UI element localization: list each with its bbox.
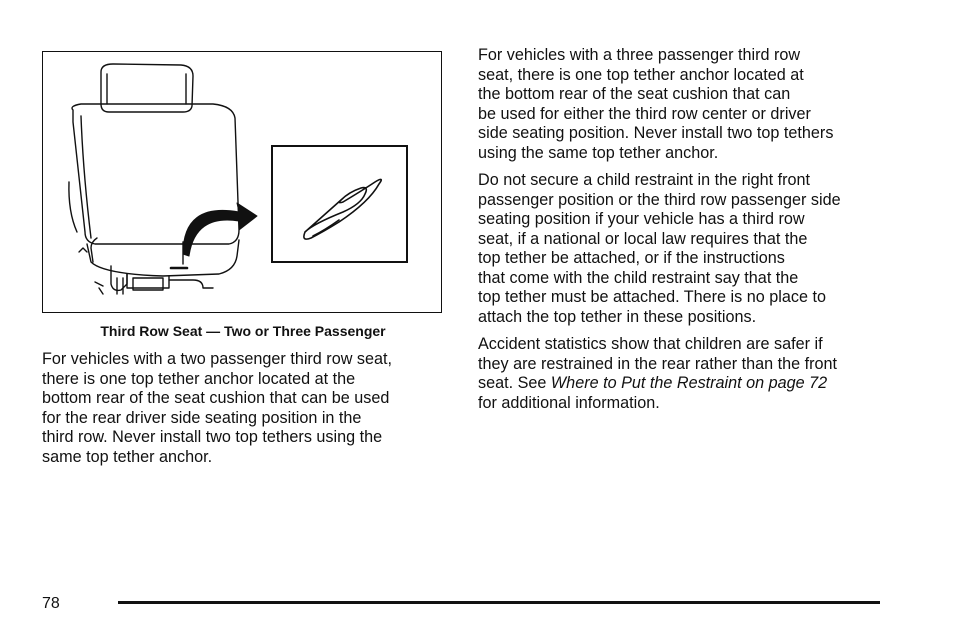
seat-illustration	[43, 52, 443, 314]
para3-text-before: Accident statistics show that children are safer if they are restrained in the rear rather than the front seat. See	[478, 335, 838, 392]
figure-caption: Third Row Seat — Two or Three Passenger	[100, 323, 386, 339]
footer-rule	[118, 601, 880, 604]
seat-figure	[42, 51, 442, 313]
cross-reference-link[interactable]: Where to Put the Restraint on page 72	[550, 374, 828, 392]
page-number: 78	[42, 595, 60, 612]
arrow-icon	[183, 203, 257, 256]
right-paragraph-2: Do not secure a child restraint in the right front passenger position or the third row passenger side seating position if your vehicle has a third row seat, if a national or local law requires that the top tether be attached, or if the instructions that come with the child restraint say that the top tether must be attached. There is no place to attach the top tether in these positions.	[478, 171, 841, 326]
right-paragraph-3	[478, 335, 898, 413]
para3-text-after: for additional information.	[478, 393, 660, 412]
left-paragraph-1: For vehicles with a two passenger third row seat, there is one top tether anchor located at the bottom rear of the seat cushion that can be used for the rear driver side seating position in the third row. Never install two top tethers using the same top tether anchor.	[42, 350, 392, 466]
right-paragraph-1: For vehicles with a three passenger third row seat, there is one top tether anchor located at the bottom rear of the seat cushion that can be used for either the third row center or driver side seating position. Never install two top tethers using the same top tether anchor.	[478, 46, 834, 162]
